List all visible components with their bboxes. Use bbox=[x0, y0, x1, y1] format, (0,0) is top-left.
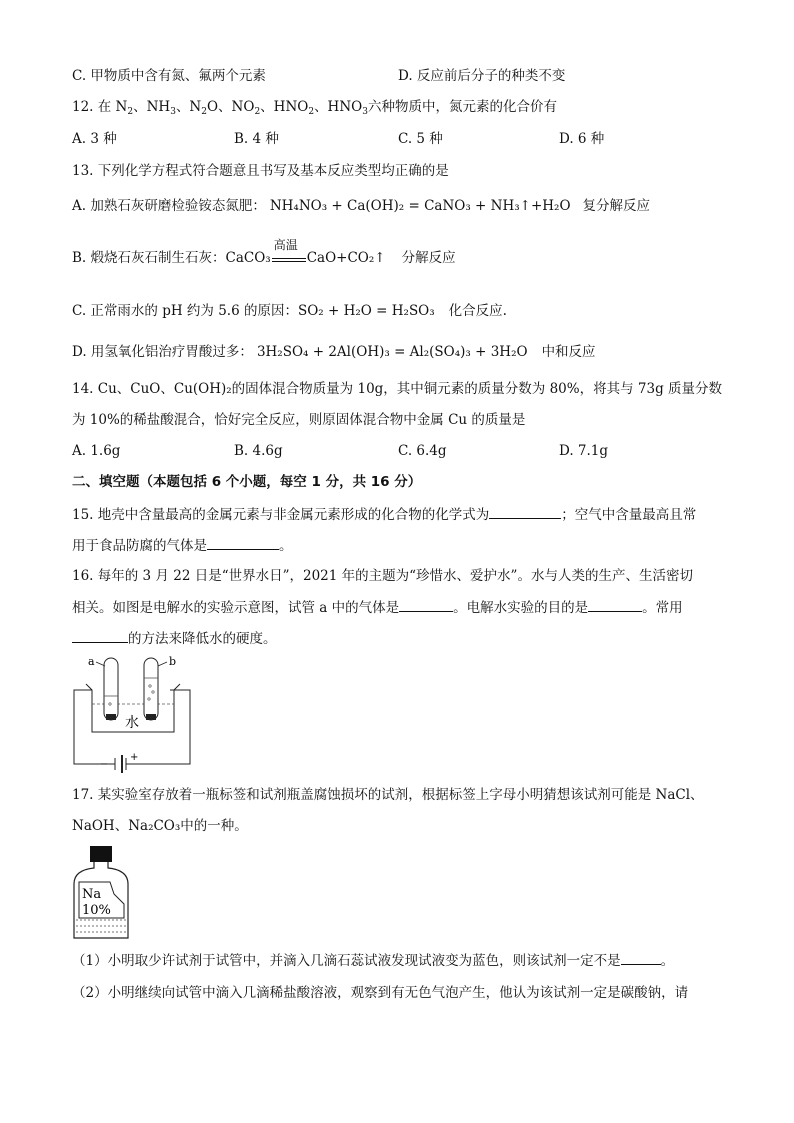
q12-stem: 12. 在 $N_2$、$NH_3$、$N_2O$、$NO_2$、$HNO_2$、$HNO_3$六种物质中，氮元素的化合价有 bbox=[72, 99, 557, 117]
q17-line-1: 17. 某实验室存放着一瓶标签和试剂瓶盖腐蚀损坏的试剂，根据标签上字母小明猜想该试剂可能是 NaCl、 bbox=[72, 787, 704, 803]
q11-option-d: D. 反应前后分子的种类不变 bbox=[398, 68, 566, 84]
q15-line-1: 15. 地壳中含量最高的金属元素与非金属元素形成的化合物的化学式为 ；空气中含量最高且常 bbox=[72, 504, 696, 525]
tube-b-label: b bbox=[169, 655, 177, 668]
q16-line-3: 的方法来降低水的硬度。 bbox=[72, 628, 277, 649]
q14-option-b: B. 4.6g bbox=[234, 443, 283, 459]
answer-blank[interactable] bbox=[621, 950, 661, 965]
electrolysis-diagram bbox=[70, 652, 200, 776]
q17-sub2: （2）小明继续向试管中滴入几滴稀盐酸溶液，观察到有无色气泡产生，他认为该试剂一定是碳酸钠，请 bbox=[72, 985, 689, 1001]
section-heading: 二、填空题（本题包括 6 个小题，每空 1 分，共 16 分） bbox=[72, 474, 422, 490]
q14-option-d: D. 7.1g bbox=[559, 443, 609, 459]
q13-option-b: B. 煅烧石灰石制生石灰：CaCO₃ 高温 CaO+CO₂↑ 分解反应 bbox=[72, 248, 456, 268]
q14-line-1: 14. Cu、CuO、Cu(OH)₂的固体混合物质量为 10g，其中铜元素的质量分数为 80%，将其与 73g 质量分数 bbox=[72, 381, 722, 397]
q16-line-1: 16. 每年的 3 月 22 日是“世界水日”，2021 年的主题为“珍惜水、爱护水”。水与人类的生产、生活密切 bbox=[72, 568, 693, 584]
q17-sub1: （1）小明取少许试剂于试管中，并滴入几滴石蕊试液发现试液变为蓝色，则该试剂一定不是 。 bbox=[72, 950, 674, 971]
answer-blank[interactable] bbox=[72, 628, 128, 643]
q17-line-2: NaOH、Na₂CO₃中的一种。 bbox=[72, 818, 248, 834]
q13-option-d: D. 用氢氧化铝治疗胃酸过多： 3H₂SO₄ + 2Al(OH)₃ = Al₂(SO₄)₃ + 3H₂O 中和反应 bbox=[72, 344, 596, 360]
q14-option-c: C. 6.4g bbox=[398, 443, 447, 459]
answer-blank[interactable] bbox=[399, 597, 453, 612]
q15-line-2: 用于食品防腐的气体是 。 bbox=[72, 535, 293, 556]
q13-option-c: C. 正常雨水的 pH 约为 5.6 的原因：SO₂ + H₂O = H₂SO₃ 化合反应. bbox=[72, 303, 507, 319]
answer-blank[interactable] bbox=[207, 535, 279, 550]
answer-blank[interactable] bbox=[588, 597, 642, 612]
water-label: 水 bbox=[125, 715, 139, 731]
q14-option-a: A. 1.6g bbox=[72, 443, 121, 459]
q12-option-c: C. 5 种 bbox=[398, 131, 443, 147]
plus-sign: + bbox=[130, 752, 139, 763]
answer-blank[interactable] bbox=[489, 504, 561, 519]
label-text-percent: 10% bbox=[82, 903, 111, 918]
reaction-condition: 高温 bbox=[273, 238, 298, 252]
q13-option-a: A. 加熟石灰研磨检验铵态氮肥： NH₄NO₃ + Ca(OH)₂ = CaNO₃ + NH₃↑+H₂O 复分解反应 bbox=[72, 198, 651, 214]
q12-option-b: B. 4 种 bbox=[234, 131, 279, 147]
label-text-na: Na bbox=[82, 887, 102, 902]
reagent-bottle-diagram bbox=[70, 844, 132, 944]
q12-option-d: D. 6 种 bbox=[559, 131, 605, 147]
q11-option-c: C. 甲物质中含有氮、氟两个元素 bbox=[72, 68, 266, 84]
tube-a-label: a bbox=[88, 655, 95, 668]
q14-line-2: 为 10%的稀盐酸混合，恰好完全反应，则原固体混合物中金属 Cu 的质量是 bbox=[72, 412, 526, 428]
q16-line-2: 相关。如图是电解水的实验示意图，试管 a 中的气体是 。电解水实验的目的是 。常用 bbox=[72, 597, 683, 618]
q13-stem: 13. 下列化学方程式符合题意且书写及基本反应类型均正确的是 bbox=[72, 163, 449, 179]
minus-sign: − bbox=[100, 759, 109, 770]
q12-option-a: A. 3 种 bbox=[72, 131, 117, 147]
